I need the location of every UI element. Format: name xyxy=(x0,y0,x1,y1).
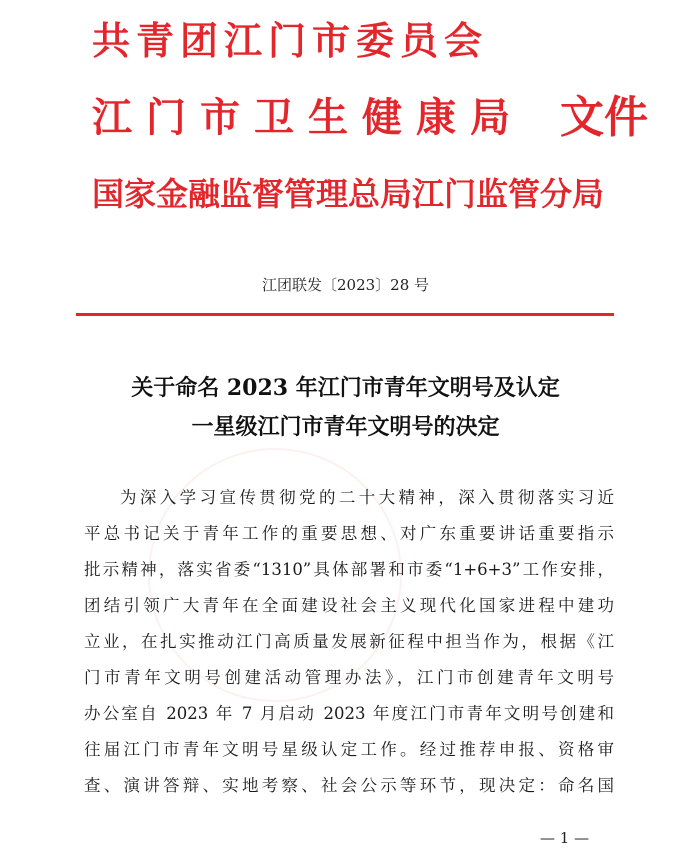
body-line: 门市青年文明号创建活动管理办法》，江门市创建青年文明号 xyxy=(84,668,614,687)
document-type-label: 文件 xyxy=(560,92,648,143)
title-line-1: 关于命名 2023 年江门市青年文明号及认定 xyxy=(131,375,560,401)
body-line: 往届江门市青年文明号星级认定工作。经过推荐申报、资格审 xyxy=(84,740,614,759)
body-line: 批示精神，落实省委“1310”具体部署和市委“1+6+3”工作安排， xyxy=(84,560,614,579)
red-divider-line xyxy=(76,313,614,316)
body-line: 查、演讲答辩、实地考察、社会公示等环节，现决定：命名国 xyxy=(84,776,614,795)
document-number: 江团联发〔2023〕28 号 xyxy=(261,276,430,294)
issuer-line-1: 共青团江门市委员会 xyxy=(92,19,489,63)
page-number: — 1 — xyxy=(540,829,590,847)
body-line: 为深入学习宣传贯彻党的二十大精神，深入贯彻落实习近 xyxy=(120,488,614,507)
body-line: 办公室自 2023 年 7 月启动 2023 年度江门市青年文明号创建和 xyxy=(84,704,614,723)
body-line: 平总书记关于青年工作的重要思想、对广东重要讲话重要指示 xyxy=(84,524,614,543)
issuer-line-3: 国家金融监督管理总局江门监管分局 xyxy=(92,175,605,213)
body-line: 团结引领广大青年在全面建设社会主义现代化国家进程中建功 xyxy=(84,596,614,615)
body-line: 立业，在扎实推动江门高质量发展新征程中担当作为，根据《江 xyxy=(84,632,614,651)
title-line-2: 一星级江门市青年文明号的决定 xyxy=(191,414,500,440)
issuer-line-2: 江门市卫生健康局 xyxy=(92,95,524,141)
